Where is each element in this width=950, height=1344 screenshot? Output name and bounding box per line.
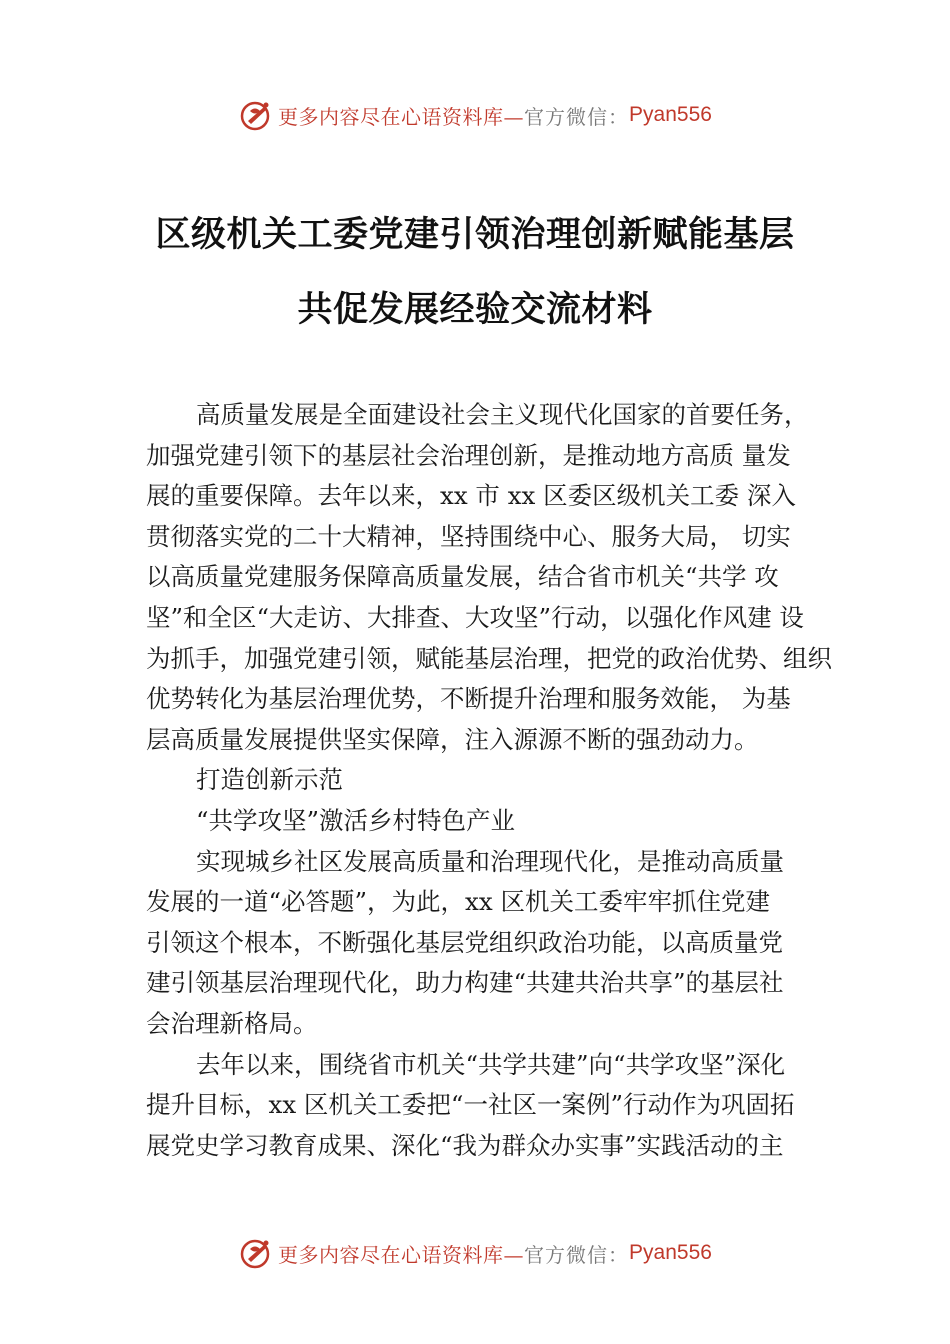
body-line: 为抓手，加强党建引领，赋能基层治理，把党的政治优势、组织: [146, 643, 832, 673]
document-body: [146, 395, 836, 1166]
banner-text: 更多内容尽在心语资料库—: [278, 1242, 525, 1267]
banner-label: 官方微信：: [524, 1242, 630, 1267]
body-line: 展的重要保障。去年以来，xx 市 xx 区委区级机关工委 深入: [146, 481, 796, 511]
body-line: 提升目标，xx 区机关工委把“一社区一案例”行动作为巩固拓: [146, 1090, 795, 1120]
logo-icon: [238, 97, 274, 133]
banner-text: 更多内容尽在心语资料库—: [278, 104, 525, 129]
body-line: 优势转化为基层治理优势，不断提升治理和服务效能， 为基: [146, 684, 791, 714]
body-line: 以高质量党建服务保障高质量发展，结合省市机关“共学 攻: [146, 562, 779, 592]
body-line: 实现城乡社区发展高质量和治理现代化，是推动高质量: [196, 846, 784, 876]
body-line: 加强党建引领下的基层社会治理创新，是推动地方高质 量发: [146, 440, 791, 470]
body-line: 发展的一道“必答题”，为此，xx 区机关工委牢牢抓住党建: [146, 887, 770, 917]
footer-banner: [0, 1233, 950, 1273]
body-line: 高质量发展是全面建设社会主义现代化国家的首要任务，: [196, 400, 809, 429]
document-title-line2: 共促发展经验交流材料: [297, 289, 653, 330]
body-line: 展党史学习教育成果、深化“我为群众办实事”实践活动的主: [146, 1130, 784, 1160]
subsection-heading: “共学攻坚”激活乡村特色产业: [196, 805, 516, 835]
banner-wechat-id: Pyan556: [629, 1241, 712, 1264]
section-heading: 打造创新示范: [196, 765, 343, 795]
banner-label: 官方微信：: [524, 104, 630, 129]
body-line: 会治理新格局。: [146, 1008, 318, 1038]
document-title-line1: 区级机关工委党建引领治理创新赋能基层: [155, 214, 795, 255]
body-line: 坚”和全区“大走访、大排查、大攻坚”行动，以强化作风建 设: [146, 602, 804, 632]
body-line: 层高质量发展提供坚实保障，注入源源不断的强劲动力。: [146, 724, 759, 754]
header-banner: [0, 95, 950, 135]
body-line: 建引领基层治理现代化，助力构建“共建共治共享”的基层社: [146, 968, 784, 998]
logo-icon: [238, 1235, 274, 1271]
body-line: 引领这个根本，不断强化基层党组织政治功能，以高质量党: [146, 927, 783, 957]
body-line: 去年以来，围绕省市机关“共学共建”向“共学攻坚”深化: [196, 1049, 786, 1079]
body-line: 贯彻落实党的二十大精神，坚持围绕中心、服务大局， 切实: [146, 521, 791, 551]
banner-wechat-id: Pyan556: [629, 103, 712, 126]
